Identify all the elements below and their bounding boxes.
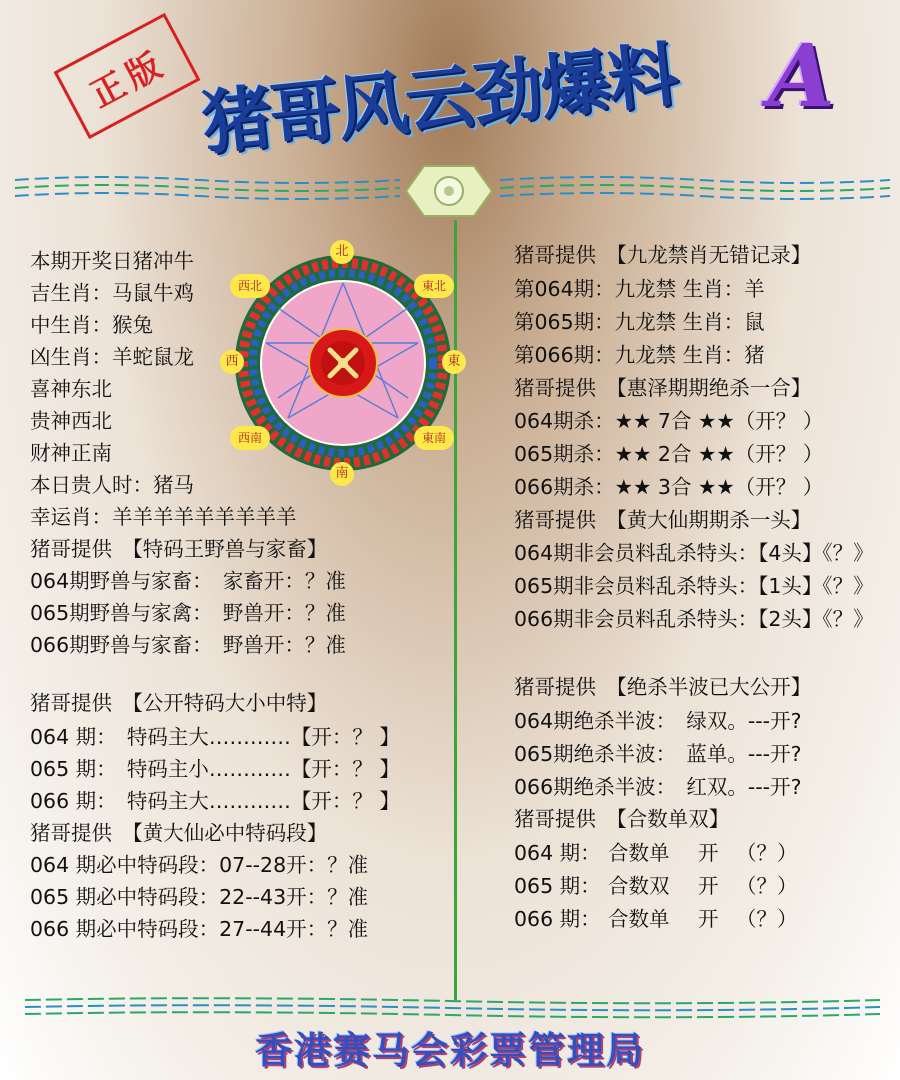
info-line: 吉生肖：马鼠牛鸡 xyxy=(30,281,194,305)
right-column-block-2 xyxy=(514,672,894,842)
info-line: 064 期： 特码主大…………【开：？ 】 xyxy=(30,725,400,749)
section-heading: 猪哥提供 【合数单双】 xyxy=(514,807,730,831)
info-line: 065期野兽与家禽： 野兽开：？准 xyxy=(30,601,346,625)
heshu-open: 开 xyxy=(698,874,719,898)
info-line: 066期野兽与家畜： 野兽开：？准 xyxy=(30,633,346,657)
info-line: 064期野兽与家畜： 家畜开：？准 xyxy=(30,569,346,593)
compass-south: 南 xyxy=(330,462,354,486)
info-line: 喜神东北 xyxy=(30,377,112,401)
heshu-period: 065 期： xyxy=(514,874,601,898)
info-line: 066期非会员料乱杀特头：【2头】《？》 xyxy=(514,607,874,631)
compass-north: 北 xyxy=(330,240,354,264)
info-line: 064期非会员料乱杀特头：【4头】《？》 xyxy=(514,541,874,565)
section-heading: 猪哥提供 【黄大仙必中特码段】 xyxy=(30,821,328,845)
info-line: 本日贵人时：猪马 xyxy=(30,473,194,497)
heshu-open: 开 xyxy=(698,841,719,865)
heshu-value: 合数单 xyxy=(608,841,670,865)
section-heading: 猪哥提供 【公开特码大小中特】 xyxy=(30,691,328,715)
section-heading: 猪哥提供 【绝杀半波已大公开】 xyxy=(514,675,812,699)
heshu-result: （？） xyxy=(736,874,798,898)
compass-southeast: 東南 xyxy=(414,426,454,450)
compass-east: 東 xyxy=(442,350,466,374)
compass-west: 西 xyxy=(220,350,244,374)
info-line: 贵神西北 xyxy=(30,409,112,433)
right-column-block-1 xyxy=(514,240,894,640)
info-line: 065 期必中特码段：22--43开：？准 xyxy=(30,885,369,909)
info-line: 中生肖：猴兔 xyxy=(30,313,153,337)
heshu-open: 开 xyxy=(698,907,719,931)
compass-northeast: 東北 xyxy=(414,274,454,298)
genuine-stamp xyxy=(54,13,201,139)
info-line: 064期杀：★★ 7合 ★★（开？ ） xyxy=(514,409,824,433)
section-heading: 猪哥提供 【九龙禁肖无错记录】 xyxy=(514,243,812,267)
page-title: 猪哥风云劲爆料 xyxy=(198,32,681,165)
info-line: 066 期： 特码主大…………【开：？ 】 xyxy=(30,789,400,813)
bottom-wave-divider xyxy=(0,996,900,1022)
info-line: 064期绝杀半波： 绿双。---开? xyxy=(514,709,802,733)
heshu-value: 合数双 xyxy=(608,874,670,898)
edition-letter: A xyxy=(768,26,835,127)
compass-northwest: 西北 xyxy=(230,274,270,298)
info-line: 066期杀：★★ 3合 ★★（开？ ） xyxy=(514,475,824,499)
heshu-period: 064 期： xyxy=(514,841,601,865)
section-heading: 猪哥提供 【惠泽期期绝杀一合】 xyxy=(514,376,812,400)
info-line: 本期开奖日猪冲牛 xyxy=(30,249,194,273)
left-column-block-1 xyxy=(30,246,450,666)
info-line: 066期绝杀半波： 红双。---开? xyxy=(514,775,802,799)
info-line: 财神正南 xyxy=(30,441,112,465)
info-line: 第066期：九龙禁 生肖：猪 xyxy=(514,343,765,367)
heshu-result: （？） xyxy=(736,907,798,931)
left-column-block-2 xyxy=(30,688,450,948)
info-line: 第065期：九龙禁 生肖：鼠 xyxy=(514,310,765,334)
stamp-text: 正版 xyxy=(83,42,174,116)
info-line: 064 期必中特码段：07--28开：？准 xyxy=(30,853,369,877)
heshu-table xyxy=(514,838,894,938)
info-line: 幸运肖：羊羊羊羊羊羊羊羊羊 xyxy=(30,505,297,529)
info-line: 凶生肖：羊蛇鼠龙 xyxy=(30,345,194,369)
info-line: 065期杀：★★ 2合 ★★（开？ ） xyxy=(514,442,824,466)
heshu-value: 合数单 xyxy=(608,907,670,931)
info-line: 065期非会员料乱杀特头：【1头】《？》 xyxy=(514,574,874,598)
footer-organization: 香港赛马会彩票管理局 xyxy=(255,1028,645,1072)
info-line: 065期绝杀半波： 蓝单。---开? xyxy=(514,742,802,766)
compass-southwest: 西南 xyxy=(230,426,270,450)
heshu-result: （？） xyxy=(736,841,798,865)
section-heading: 猪哥提供 【黄大仙期期杀一头】 xyxy=(514,508,812,532)
info-line: 065 期： 特码主小…………【开：？ 】 xyxy=(30,757,400,781)
section-heading: 猪哥提供 【特码王野兽与家畜】 xyxy=(30,537,328,561)
heshu-period: 066 期： xyxy=(514,907,601,931)
bagua-emblem xyxy=(404,162,494,220)
info-line: 第064期：九龙禁 生肖：羊 xyxy=(514,277,765,301)
info-line: 066 期必中特码段：27--44开：？准 xyxy=(30,917,369,941)
